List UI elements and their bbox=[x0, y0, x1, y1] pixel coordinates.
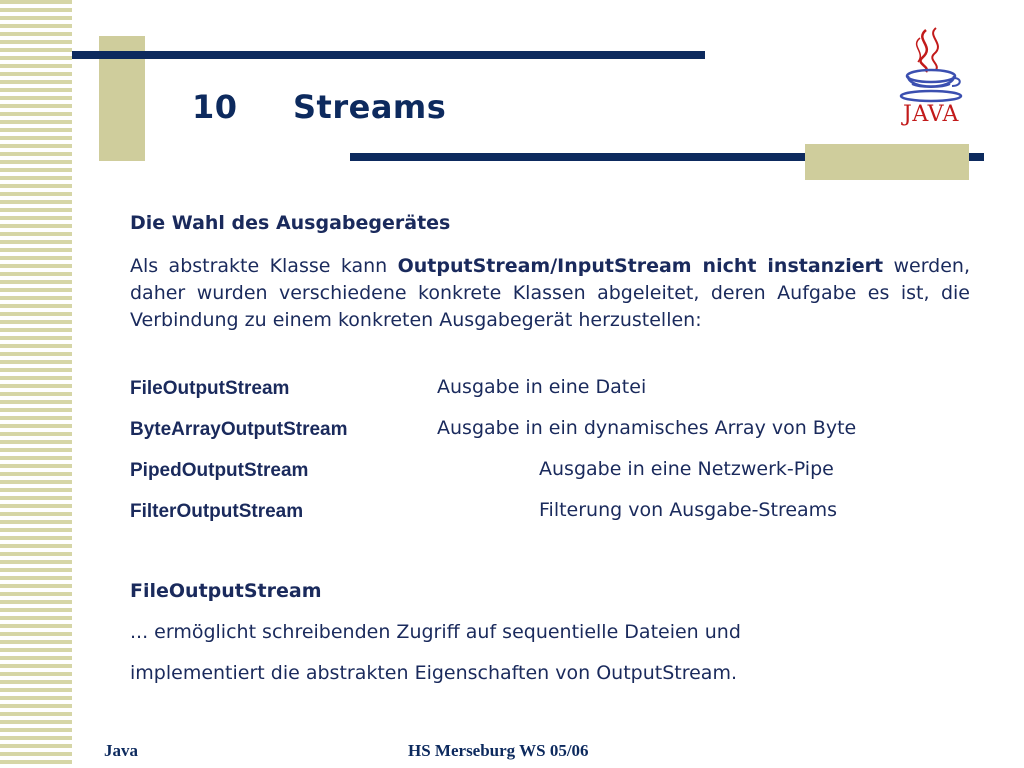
footer-left: Java bbox=[104, 741, 138, 760]
java-logo-text: JAVA bbox=[903, 102, 959, 127]
body-line: ... ermöglicht schreibenden Zugriff auf sequentielle Dateien und bbox=[130, 621, 741, 643]
class-name: FilterOutputStream bbox=[130, 501, 304, 522]
decorative-stripes bbox=[0, 0, 72, 768]
intro-text-part1: Als abstrakte Klasse kann bbox=[130, 255, 398, 277]
slide-number: 10 bbox=[192, 88, 238, 126]
slide-title bbox=[192, 88, 446, 126]
class-name: ByteArrayOutputStream bbox=[130, 419, 348, 440]
section-heading: Die Wahl des Ausgabegerätes bbox=[130, 212, 451, 234]
class-description: Ausgabe in ein dynamisches Array von Byte bbox=[437, 417, 857, 439]
body-line: implementiert die abstrakten Eigenschaften von OutputStream. bbox=[130, 662, 737, 684]
java-logo bbox=[896, 26, 966, 136]
top-rule bbox=[72, 51, 705, 59]
class-name: PipedOutputStream bbox=[130, 460, 309, 481]
class-description: Ausgabe in eine Netzwerk-Pipe bbox=[539, 458, 834, 480]
sub-heading: FileOutputStream bbox=[130, 580, 322, 602]
class-row bbox=[130, 499, 970, 527]
intro-paragraph bbox=[130, 253, 970, 334]
java-cup-icon bbox=[896, 26, 966, 104]
class-name: FileOutputStream bbox=[130, 378, 290, 399]
intro-text-part2: werden, daher wurden verschiedene konkrete Klassen abgeleitet, deren Aufgabe es ist, die Verbindung zu einem konkreten Ausgabegerät herzustellen: bbox=[130, 255, 971, 331]
footer-center: HS Merseburg WS 05/06 bbox=[408, 741, 589, 760]
class-row bbox=[130, 458, 970, 486]
class-description: Ausgabe in eine Datei bbox=[437, 376, 647, 398]
corner-accent-block bbox=[805, 144, 969, 180]
intro-text-bold: OutputStream/InputStream nicht instanziert bbox=[397, 255, 884, 277]
class-row bbox=[130, 376, 970, 404]
slide-title-text: Streams bbox=[293, 88, 447, 126]
class-description: Filterung von Ausgabe-Streams bbox=[539, 499, 838, 521]
class-row bbox=[130, 417, 970, 445]
